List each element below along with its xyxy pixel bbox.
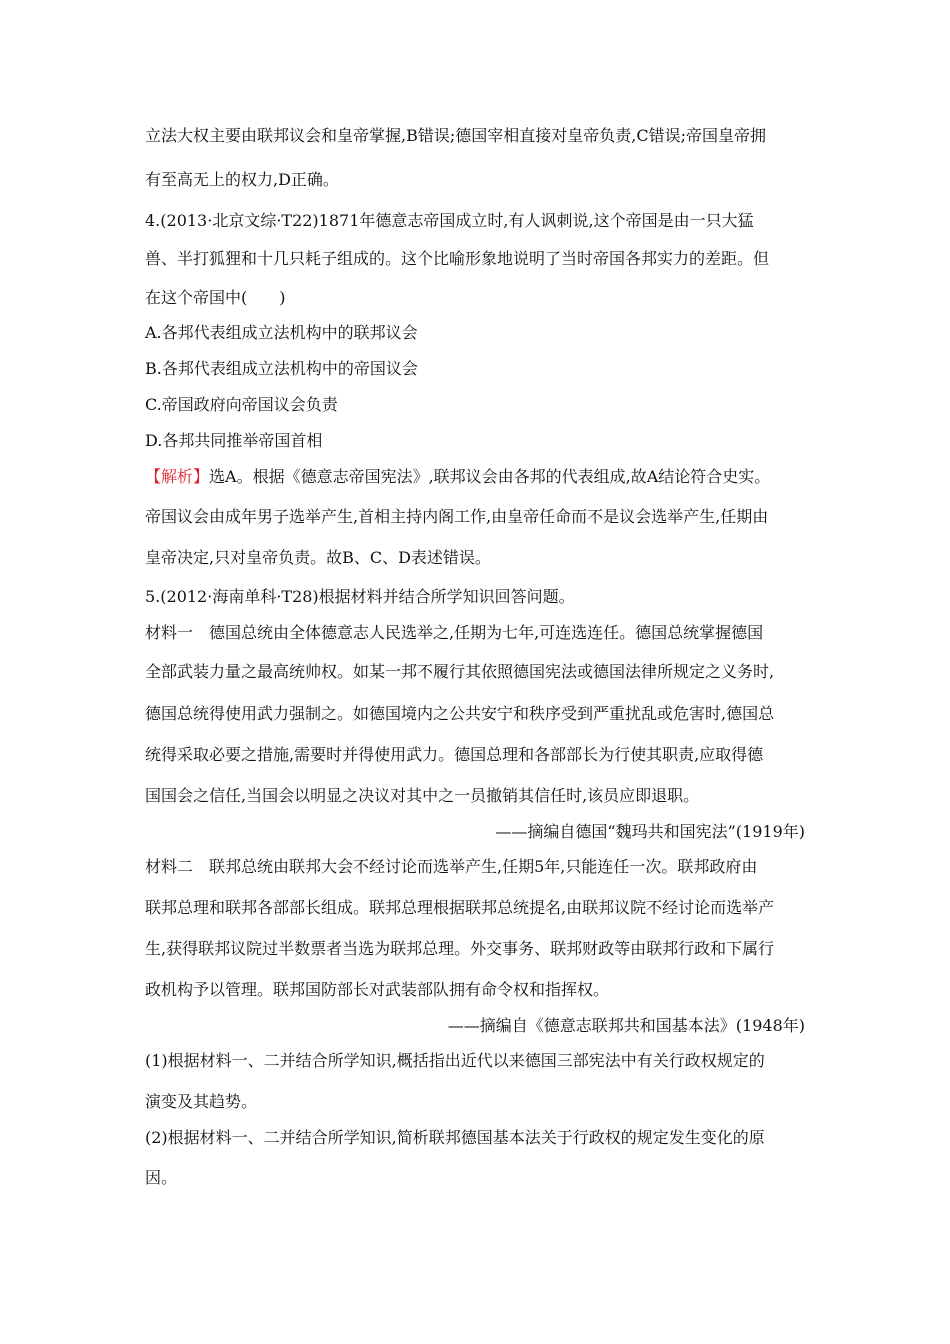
material-2-line-3: 生,获得联邦议院过半数票者当选为联邦总理。外交事务、联邦财政等由联邦行政和下属行	[145, 939, 775, 958]
prev-answer-line-1: 立法大权主要由联邦议会和皇帝掌握,B错误;德国宰相直接对皇帝负责,C错误;帝国皇帝拥	[145, 126, 766, 145]
question-4-stem-line-2: 兽、半打狐狸和十几只耗子组成的。这个比喻形象地说明了当时帝国各邦实力的差距。但	[145, 249, 770, 268]
question-4-stem-line-3: 在这个帝国中( )	[145, 288, 286, 307]
material-1-line-4: 统得采取必要之措施,需要时并得使用武力。德国总理和各部部长为行使其职责,应取得德	[145, 745, 764, 764]
question-4-option-b: B.各邦代表组成立法机构中的帝国议会	[145, 359, 418, 378]
material-1-line-5: 国国会之信任,当国会以明显之决议对其中之一员撤销其信任时,该员应即退职。	[145, 786, 700, 805]
question-4-analysis-line-1	[145, 465, 770, 489]
material-2-source: ——摘编自《德意志联邦共和国基本法》(1948年)	[447, 1016, 805, 1035]
question-4-option-a: A.各邦代表组成立法机构中的联邦议会	[145, 323, 418, 342]
question-4-analysis-line-2: 帝国议会由成年男子选举产生,首相主持内阁工作,由皇帝任命而不是议会选举产生,任期由	[145, 507, 769, 526]
question-4-option-d: D.各邦共同推举帝国首相	[145, 431, 323, 450]
analysis-text: 选A。根据《德意志帝国宪法》,联邦议会由各邦的代表组成,故A结论符合史实。	[209, 467, 771, 486]
material-2-line-1: 材料二 联邦总统由联邦大会不经讨论而选举产生,任期5年,只能连任一次。联邦政府由	[145, 857, 758, 876]
material-1-line-3: 德国总统得使用武力强制之。如德国境内之公共安宁和秩序受到严重扰乱或危害时,德国总	[145, 704, 775, 723]
material-1-line-1: 材料一 德国总统由全体德意志人民选举之,任期为七年,可连选连任。德国总统掌握德国	[145, 623, 764, 642]
question-5-stem: 5.(2012·海南单科·T28)根据材料并结合所学知识回答问题。	[145, 587, 575, 606]
sub-question-2-line-2: 因。	[145, 1168, 178, 1187]
question-4-option-c: C.帝国政府向帝国议会负责	[145, 395, 338, 414]
material-1-line-2: 全部武装力量之最高统帅权。如某一邦不履行其依照德国宪法或德国法律所规定之义务时,	[145, 662, 775, 681]
analysis-tag: 【解析】	[145, 467, 210, 486]
question-4-stem-line-1: 4.(2013·北京文综·T22)1871年德意志帝国成立时,有人讽刺说,这个帝国是由一只大猛	[145, 211, 754, 230]
sub-question-1-line-2: 演变及其趋势。	[145, 1092, 258, 1111]
question-4-analysis-line-3: 皇帝决定,只对皇帝负责。故B、C、D表述错误。	[145, 548, 491, 567]
material-1-source: ——摘编自德国“魏玛共和国宪法”(1919年)	[495, 822, 805, 841]
prev-answer-line-2: 有至高无上的权力,D正确。	[145, 170, 339, 189]
sub-question-1-line-1: (1)根据材料一、二并结合所学知识,概括指出近代以来德国三部宪法中有关行政权规定的	[145, 1051, 765, 1070]
material-2-line-2: 联邦总理和联邦各部部长组成。联邦总理根据联邦总统提名,由联邦议院不经讨论而选举产	[145, 898, 775, 917]
material-2-line-4: 政机构予以管理。联邦国防部长对武装部队拥有命令权和指挥权。	[145, 980, 610, 999]
sub-question-2-line-1: (2)根据材料一、二并结合所学知识,简析联邦德国基本法关于行政权的规定发生变化的原	[145, 1128, 765, 1147]
